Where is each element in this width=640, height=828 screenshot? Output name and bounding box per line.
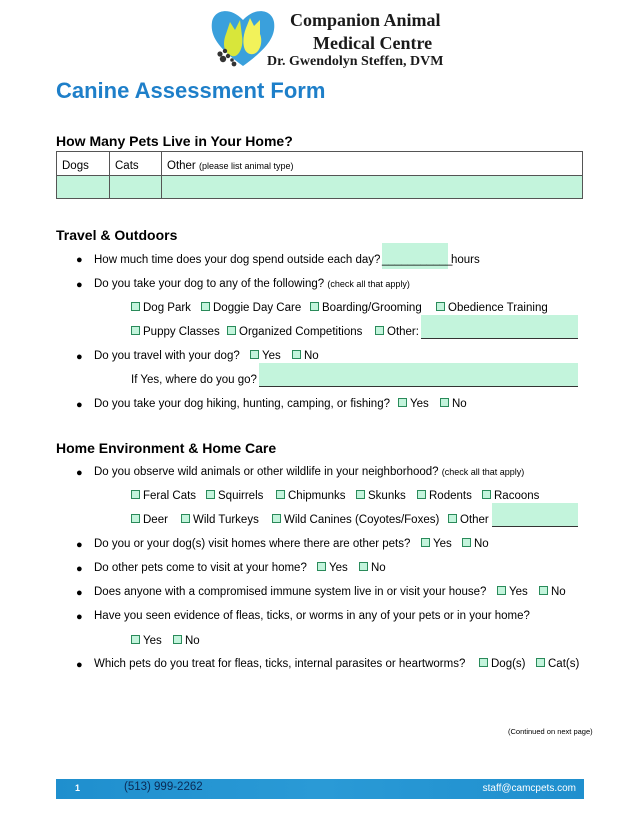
checkbox[interactable] xyxy=(462,538,471,547)
checkbox[interactable] xyxy=(131,514,140,523)
checkbox[interactable] xyxy=(206,490,215,499)
travel-destination-input[interactable] xyxy=(259,363,578,387)
home-q2: Do you or your dog(s) visit homes where there are other pets? xyxy=(94,538,411,550)
form-title: Canine Assessment Form xyxy=(56,78,326,103)
col-other-note: (please list animal type) xyxy=(198,161,294,171)
fleas-yes[interactable]: Yes xyxy=(131,635,162,647)
home-q6: Which pets do you treat for fleas, ticks, internal parasites or heartworms? xyxy=(94,658,466,670)
travel-yes[interactable]: Yes xyxy=(250,350,281,362)
footer-email[interactable]: staff@camcpets.com xyxy=(482,783,576,794)
option-organized-competitions[interactable]: Organized Competitions xyxy=(227,326,362,338)
other-activity-input[interactable] xyxy=(421,315,578,339)
travel-q1 xyxy=(94,254,380,266)
wildlife-chipmunks[interactable]: Chipmunks xyxy=(276,490,346,502)
home-heading: Home Environment & Home Care xyxy=(56,440,277,456)
clinic-name-line1: Companion Animal xyxy=(290,10,441,30)
checkbox[interactable] xyxy=(227,326,236,335)
wildlife-other[interactable]: Other xyxy=(448,514,489,526)
home-q3: Do other pets come to visit at your home? xyxy=(94,562,307,574)
travel-heading: Travel & Outdoors xyxy=(56,227,178,243)
underline xyxy=(421,338,578,339)
outside-hours-blank: ___________ xyxy=(382,254,453,266)
treat-cats[interactable]: Cat(s) xyxy=(536,658,579,670)
checkbox[interactable] xyxy=(479,658,488,667)
bullet: ● xyxy=(76,587,83,599)
col-other-label: Other xyxy=(167,160,196,172)
cats-count-input[interactable] xyxy=(110,176,162,198)
bullet: ● xyxy=(76,467,83,479)
checkbox[interactable] xyxy=(131,302,140,311)
wildlife-rodents[interactable]: Rodents xyxy=(417,490,472,502)
bullet: ● xyxy=(76,399,83,411)
other-pets-input[interactable] xyxy=(162,176,582,198)
checkbox[interactable] xyxy=(356,490,365,499)
wildlife-wild-canines[interactable]: Wild Canines (Coyotes/Foxes) xyxy=(272,514,439,526)
checkbox[interactable] xyxy=(497,586,506,595)
clinic-doctor: Dr. Gwendolyn Steffen, DVM xyxy=(267,54,444,69)
visit-homes-yes[interactable]: Yes xyxy=(421,538,452,550)
dogs-count-input[interactable] xyxy=(57,176,110,198)
checkbox[interactable] xyxy=(359,562,368,571)
bullet: ● xyxy=(76,659,83,671)
checkbox[interactable] xyxy=(398,398,407,407)
checkbox[interactable] xyxy=(317,562,326,571)
checkbox[interactable] xyxy=(276,490,285,499)
pets-table xyxy=(56,151,583,199)
option-other[interactable]: Other: xyxy=(375,326,419,338)
option-obedience-training[interactable]: Obedience Training xyxy=(436,302,548,314)
col-dogs: Dogs xyxy=(57,152,110,176)
pets-visit-yes[interactable]: Yes xyxy=(317,562,348,574)
checkbox[interactable] xyxy=(292,350,301,359)
travel-no[interactable]: No xyxy=(292,350,319,362)
checkbox[interactable] xyxy=(201,302,210,311)
wildlife-squirrels[interactable]: Squirrels xyxy=(206,490,263,502)
travel-q1-text: How much time does your dog spend outside each day? xyxy=(94,254,381,266)
clinic-name-line2: Medical Centre xyxy=(313,33,433,53)
hiking-yes[interactable]: Yes xyxy=(398,398,429,410)
checkbox[interactable] xyxy=(482,490,491,499)
checkbox[interactable] xyxy=(131,635,140,644)
checkbox[interactable] xyxy=(310,302,319,311)
wildlife-skunks[interactable]: Skunks xyxy=(356,490,406,502)
travel-q2-text: Do you take your dog to any of the following? xyxy=(94,278,325,290)
continued-note: (Continued on next page) xyxy=(508,727,593,736)
treat-dogs[interactable]: Dog(s) xyxy=(479,658,526,670)
footer-phone: (513) 999-2262 xyxy=(124,781,203,793)
pets-heading: How Many Pets Live in Your Home? xyxy=(56,133,293,149)
fleas-no[interactable]: No xyxy=(173,635,200,647)
immune-yes[interactable]: Yes xyxy=(497,586,528,598)
wildlife-deer[interactable]: Deer xyxy=(131,514,168,526)
checkbox[interactable] xyxy=(536,658,545,667)
immune-no[interactable]: No xyxy=(539,586,566,598)
checkbox[interactable] xyxy=(436,302,445,311)
home-q1: Do you observe wild animals or other wildlife in your neighborhood? (check all that apply) xyxy=(94,466,525,478)
hiking-no[interactable]: No xyxy=(440,398,467,410)
bullet: ● xyxy=(76,279,83,291)
option-boarding-grooming[interactable]: Boarding/Grooming xyxy=(310,302,422,314)
col-cats: Cats xyxy=(110,152,162,176)
checkbox[interactable] xyxy=(131,490,140,499)
checkbox[interactable] xyxy=(375,326,384,335)
page-number: 1 xyxy=(75,783,81,793)
option-dog-park[interactable]: Dog Park xyxy=(131,302,191,314)
checkbox[interactable] xyxy=(173,635,182,644)
option-doggie-day-care[interactable]: Doggie Day Care xyxy=(201,302,301,314)
bullet: ● xyxy=(76,254,83,266)
checkbox[interactable] xyxy=(272,514,281,523)
checkbox[interactable] xyxy=(421,538,430,547)
pets-visit-no[interactable]: No xyxy=(359,562,386,574)
option-puppy-classes[interactable]: Puppy Classes xyxy=(131,326,220,338)
bullet: ● xyxy=(76,611,83,623)
wildlife-other-input[interactable] xyxy=(492,503,578,527)
checkbox[interactable] xyxy=(448,514,457,523)
home-q5: Have you seen evidence of fleas, ticks, or worms in any of your pets or in your home? xyxy=(94,610,530,622)
checkbox[interactable] xyxy=(417,490,426,499)
checkbox[interactable] xyxy=(539,586,548,595)
travel-q2 xyxy=(94,278,410,290)
checkbox[interactable] xyxy=(181,514,190,523)
underline xyxy=(492,526,578,527)
wildlife-feral-cats[interactable]: Feral Cats xyxy=(131,490,196,502)
underline xyxy=(259,386,578,387)
travel-q2-note: (check all that apply) xyxy=(327,279,410,289)
bullet: ● xyxy=(76,351,83,363)
visit-homes-no[interactable]: No xyxy=(462,538,489,550)
hours-unit: hours xyxy=(451,254,480,266)
checkbox[interactable] xyxy=(440,398,449,407)
bullet: ● xyxy=(76,563,83,575)
wildlife-wild-turkeys[interactable]: Wild Turkeys xyxy=(181,514,259,526)
checkbox[interactable] xyxy=(131,326,140,335)
wildlife-racoons[interactable]: Racoons xyxy=(482,490,539,502)
home-q4: Does anyone with a compromised immune system live in or visit your house? xyxy=(94,586,487,598)
travel-q3: Do you travel with your dog? xyxy=(94,350,240,362)
travel-q4: Do you take your dog hiking, hunting, camping, or fishing? xyxy=(94,398,390,410)
bullet: ● xyxy=(76,539,83,551)
col-other xyxy=(162,152,582,176)
travel-followup: If Yes, where do you go? xyxy=(131,374,257,386)
checkbox[interactable] xyxy=(250,350,259,359)
